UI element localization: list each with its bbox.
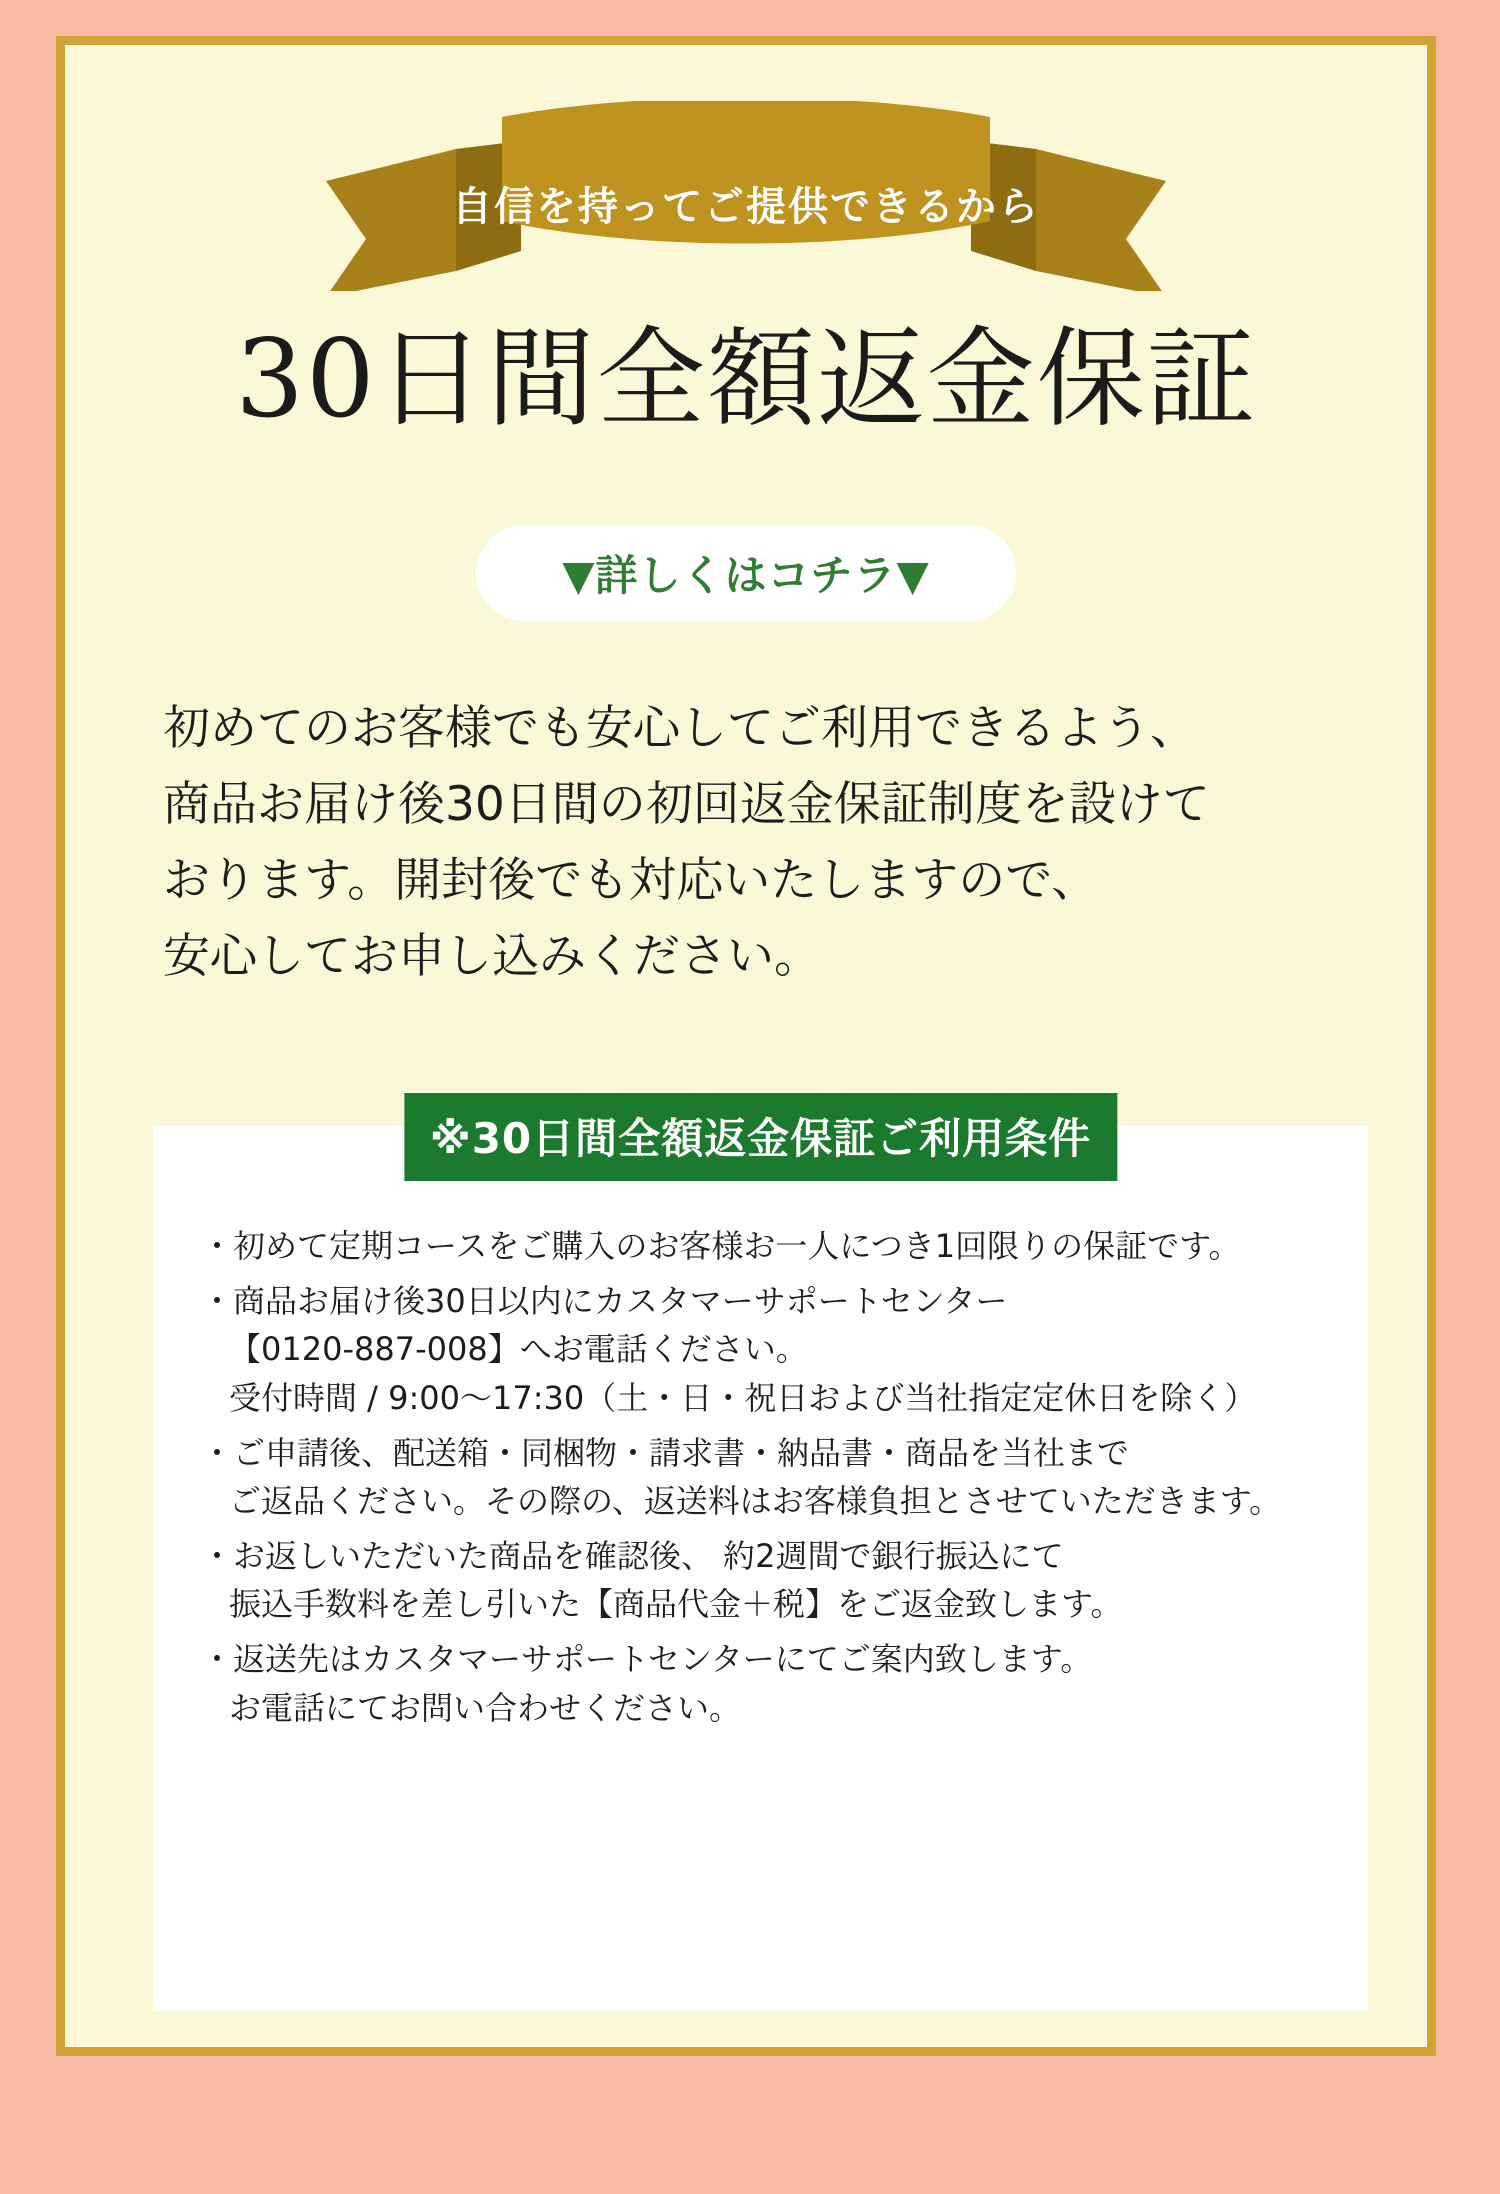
list-item-sub: お電話にてお問い合わせください。 <box>229 1688 742 1727</box>
card-body <box>65 45 1427 2047</box>
list-item-lead: ・初めて定期コースをご購入のお客様お一人につき1回限りの保証です。 <box>201 1227 1241 1265</box>
ribbon-text: 自信を持ってご提供できるから <box>452 184 1040 230</box>
intro-line-4: 安心してお申し込みください。 <box>163 929 821 985</box>
gold-frame <box>56 36 1436 2056</box>
list-item <box>201 1532 1338 1629</box>
conditions-list <box>201 1222 1338 1738</box>
list-item-lead: ・返送先はカスタマーサポートセンターにてご案内致します。 <box>201 1640 1093 1678</box>
ribbon-banner <box>71 101 1421 321</box>
conditions-box <box>153 1114 1368 2011</box>
details-pill-label: ▼詳しくはコチラ▼ <box>562 551 930 600</box>
intro-paragraph <box>163 691 1363 996</box>
list-item-sub: 【0120-887-008】へお電話ください。 <box>229 1330 808 1369</box>
list-item-lead: ・お返しいただいた商品を確認後、 約2週間で銀行振込にて <box>201 1536 1064 1575</box>
list-item <box>201 1635 1338 1732</box>
list-item-sub: ご返品ください。その際の、返送料はお客様負担とさせていただきます。 <box>229 1482 1282 1521</box>
intro-line-2: 商品お届け後30日間の初回返金保証制度を設けて <box>163 777 1210 833</box>
intro-line-3: おります。開封後でも対応いたしますので、 <box>163 853 1099 909</box>
list-item <box>201 1222 1338 1271</box>
intro-line-1: 初めてのお客様でも安心してご利用できるよう、 <box>163 701 1197 756</box>
list-item <box>201 1429 1338 1526</box>
page-title: 30日間全額返金保証 <box>235 317 1257 442</box>
conditions-heading: ※30日間全額返金保証ご利用条件 <box>404 1093 1117 1181</box>
list-item-lead: ・ご申請後、配送箱・同梱物・請求書・納品書・商品を当社まで <box>201 1433 1130 1472</box>
bottom-background <box>0 2056 1500 2194</box>
list-item-sub: 受付時間 / 9:00〜17:30（土・日・祝日および当社指定定休日を除く） <box>229 1378 1257 1417</box>
details-pill-button[interactable] <box>476 525 1016 621</box>
list-item <box>201 1277 1338 1423</box>
list-item-lead: ・商品お届け後30日以内にカスタマーサポートセンター <box>201 1281 1008 1320</box>
list-item-sub: 振込手数料を差し引いた【商品代金＋税】をご返金致します。 <box>229 1585 1123 1624</box>
